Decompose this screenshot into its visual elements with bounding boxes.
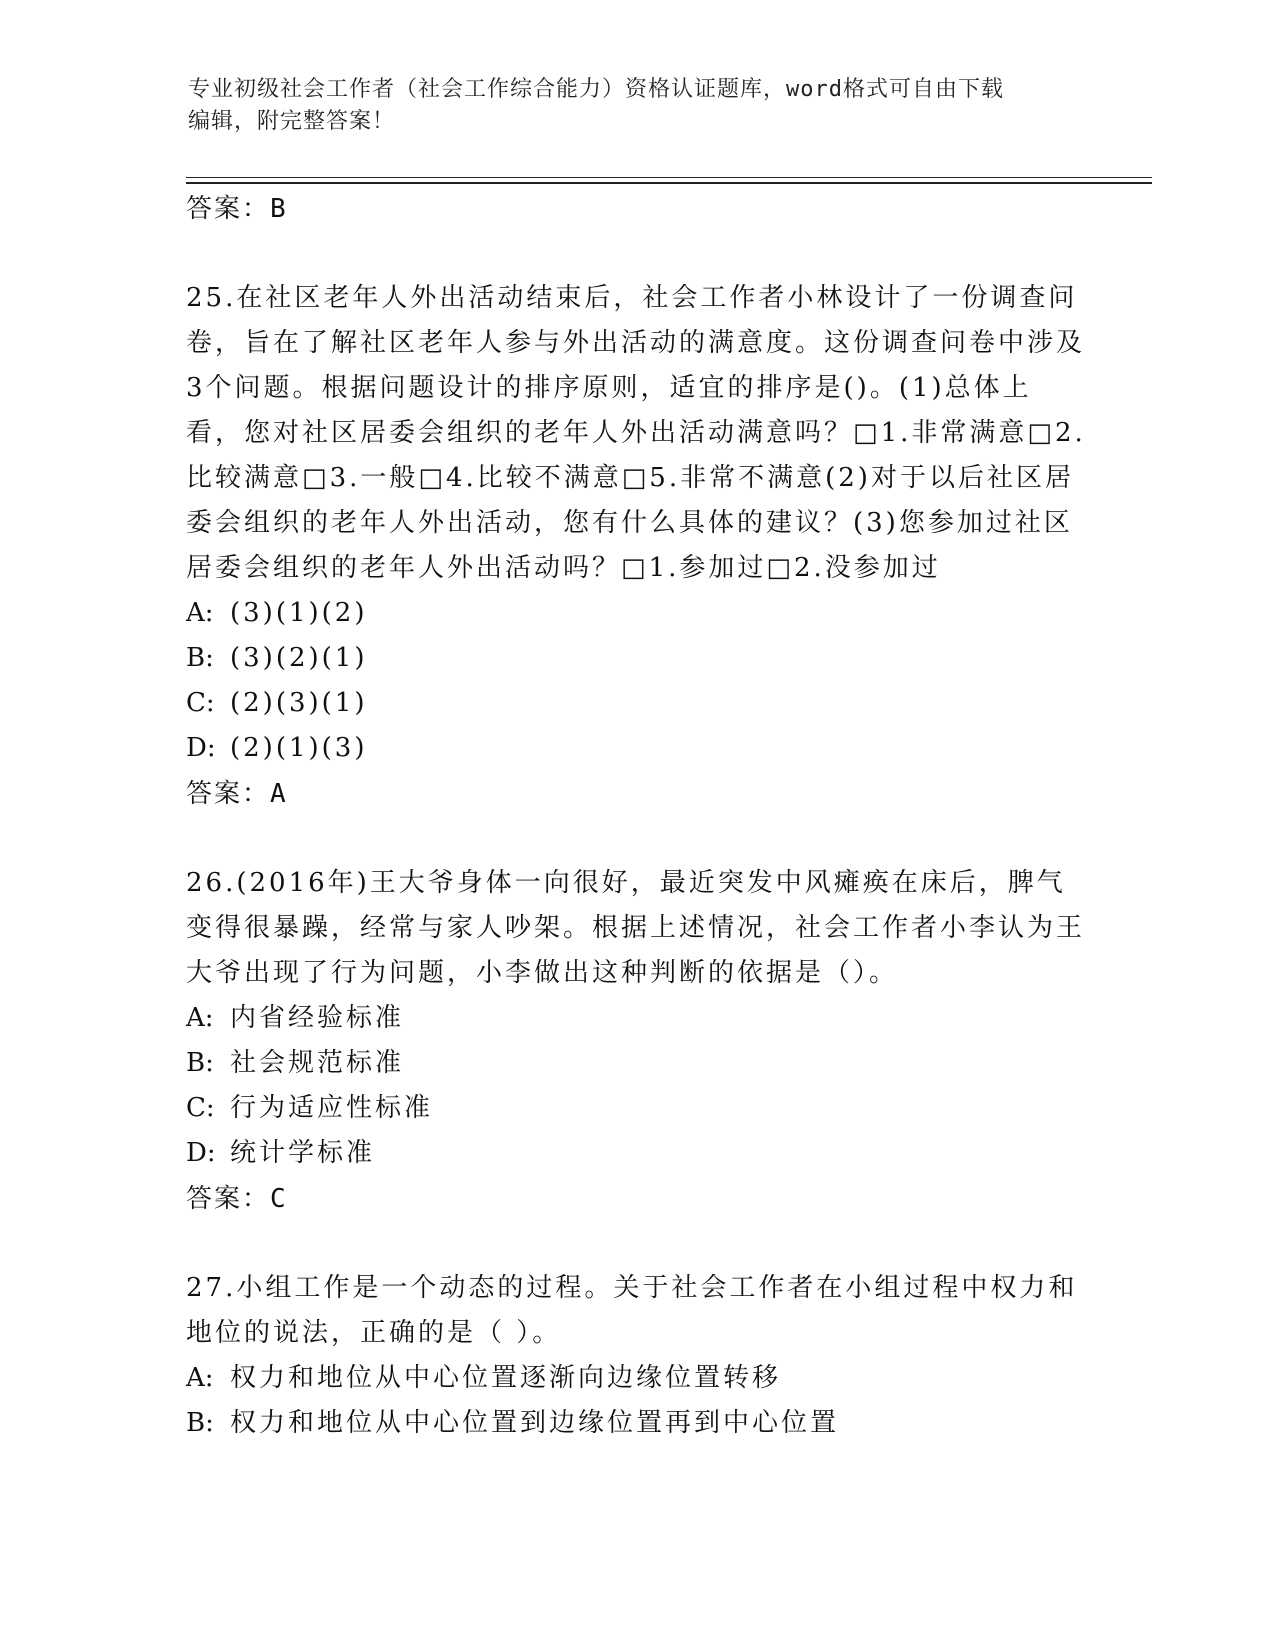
option-text: 权力和地位从中心位置到边缘位置再到中心位置 — [230, 1408, 840, 1438]
option-letter: B: — [186, 1048, 214, 1078]
option-b — [186, 1401, 1086, 1446]
option-a — [186, 1356, 1086, 1401]
option-b — [186, 1041, 1086, 1086]
question-26 — [186, 861, 1086, 1222]
option-letter: C: — [186, 1093, 215, 1123]
answer-value: C — [270, 1184, 286, 1214]
option-letter: A: — [186, 1363, 214, 1393]
option-letter: A: — [186, 1003, 214, 1033]
option-c — [186, 681, 1086, 726]
option-a — [186, 591, 1086, 636]
option-d — [186, 1131, 1086, 1176]
option-c — [186, 1086, 1086, 1131]
answer-value: A — [270, 779, 286, 809]
option-letter: D: — [186, 733, 216, 763]
option-text: (2)(1)(3) — [230, 733, 368, 763]
question-stem: 26.(2016年)王大爷身体一向很好，最近突发中风瘫痪在床后，脾气变得很暴躁，经常与家人吵架。根据上述情况，社会工作者小李认为王大爷出现了行为问题，小李做出这种判断的依据是（）。 — [186, 868, 1086, 988]
question-25 — [186, 276, 1086, 817]
answer-line — [186, 186, 1086, 232]
option-letter: A: — [186, 598, 214, 628]
answer-label: 答案： — [186, 779, 271, 809]
option-letter: D: — [186, 1138, 216, 1168]
option-text: (3)(2)(1) — [230, 643, 368, 673]
option-b — [186, 636, 1086, 681]
option-text: 社会规范标准 — [230, 1048, 405, 1078]
answer-label: 答案： — [186, 1184, 271, 1214]
page-header — [188, 74, 1088, 138]
header-line-2: 编辑，附完整答案！ — [188, 109, 396, 134]
question-list — [186, 186, 1086, 1446]
answer-line — [186, 771, 1086, 817]
option-text: (2)(3)(1) — [230, 688, 368, 718]
header-line-1: 专业初级社会工作者（社会工作综合能力）资格认证题库，word格式可自由下载 — [188, 77, 1004, 102]
option-letter: B: — [186, 643, 214, 673]
option-text: (3)(1)(2) — [230, 598, 368, 628]
question-27 — [186, 1266, 1086, 1446]
option-d — [186, 726, 1086, 771]
answer-label: 答案： — [186, 194, 271, 224]
option-letter: C: — [186, 688, 215, 718]
option-a — [186, 996, 1086, 1041]
option-letter: B: — [186, 1408, 214, 1438]
option-text: 内省经验标准 — [230, 1003, 405, 1033]
option-text: 统计学标准 — [230, 1138, 376, 1168]
option-text: 权力和地位从中心位置逐渐向边缘位置转移 — [230, 1363, 782, 1393]
question-stem: 27.小组工作是一个动态的过程。关于社会工作者在小组过程中权力和地位的说法，正确的是（ ）。 — [186, 1273, 1078, 1348]
header-rule-thin — [186, 177, 1152, 178]
answer-value: B — [270, 194, 286, 224]
answer-line — [186, 1176, 1086, 1222]
question-stem: 25.在社区老年人外出活动结束后，社会工作者小林设计了一份调查问卷，旨在了解社区老年人参与外出活动的满意度。这份调查问卷中涉及3个问题。根据问题设计的排序原则，适宜的排序是()。(1)总体上看，您对社区居委会组织的老年人外出活动满意吗？□1.非常满意□2.比较满意□3.一般□4.比较不满意□5.非常不满意(2)对于以后社区居委会组织的老年人外出活动，您有什么具体的建议？(3)您参加过社区居委会组织的老年人外出活动吗？□1.参加过□2.没参加过 — [186, 283, 1086, 583]
option-text: 行为适应性标准 — [230, 1093, 434, 1123]
header-rule-thick — [186, 182, 1152, 184]
